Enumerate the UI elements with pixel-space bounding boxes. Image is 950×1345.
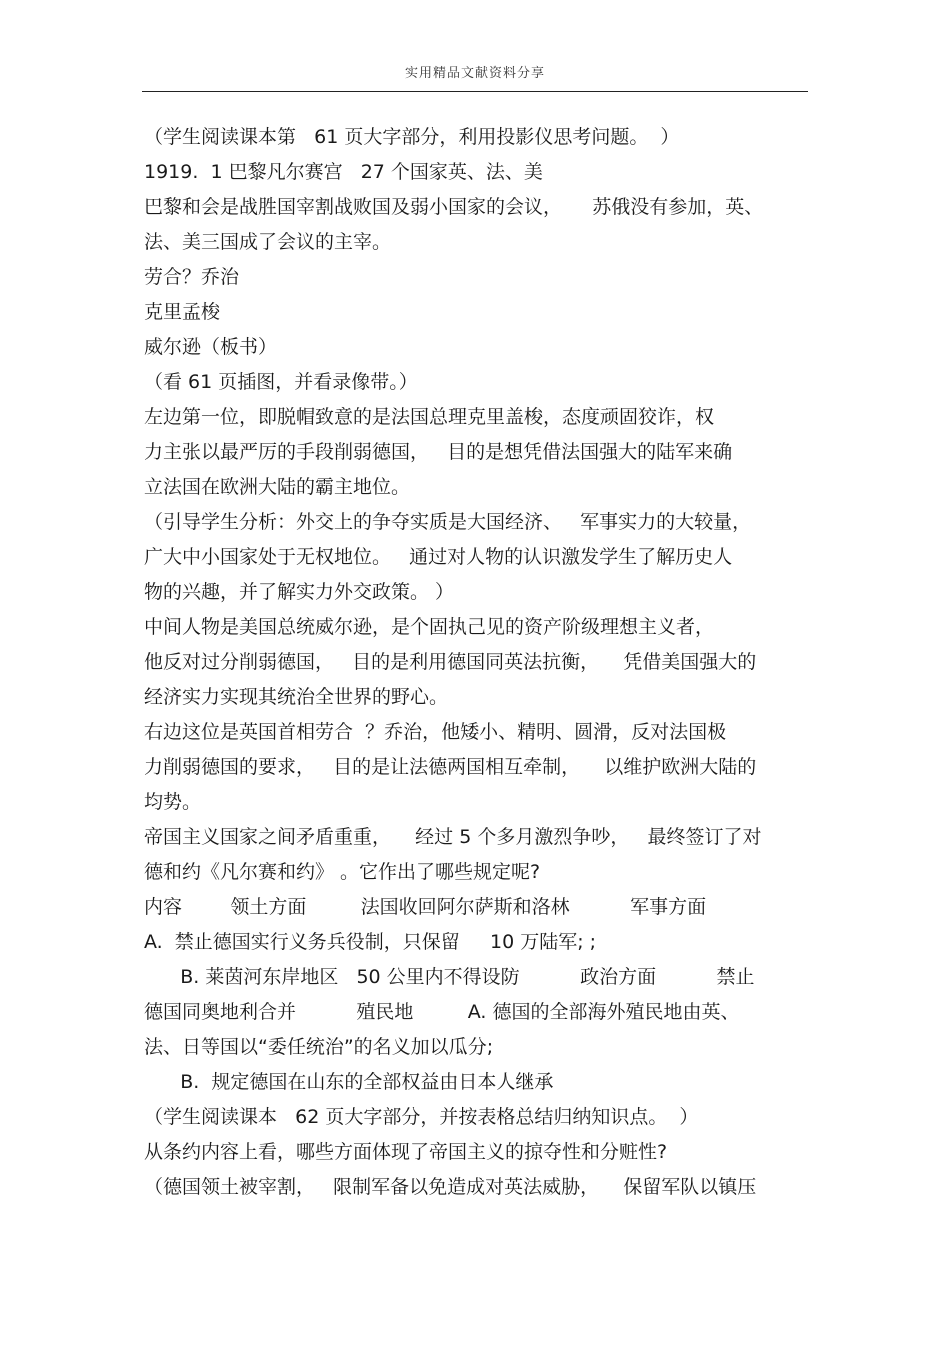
- text-line-26: 德国同奥地利合并 殖民地 A. 德国的全部海外殖民地由英、: [144, 1001, 740, 1023]
- text-line-12: （引导学生分析：外交上的争夺实质是大国经济、 军事实力的大较量，: [144, 511, 752, 533]
- text-line-6: 克里孟梭: [144, 301, 221, 323]
- text-line-23: 内容 领土方面 法国收回阿尔萨斯和洛林 军事方面: [144, 896, 707, 918]
- text-line-8: （看 61 页插图，并看录像带。）: [144, 371, 418, 393]
- document-body: [144, 120, 814, 1205]
- text-line-21: 帝国主义国家之间矛盾重重， 经过 5 个多月激烈争吵， 最终签订了对: [144, 826, 762, 848]
- text-line-19: 力削弱德国的要求， 目的是让法德两国相互牵制， 以维护欧洲大陆的: [144, 756, 757, 778]
- text-line-18: 右边这位是英国首相劳合 ？乔治，他矮小、精明、圆滑，反对法国极: [144, 721, 727, 743]
- text-line-22: 德和约《凡尔赛和约》 。它作出了哪些规定呢?: [144, 861, 541, 883]
- text-line-10: 力主张以最严厉的手段削弱德国， 目的是想凭借法国强大的陆军来确: [144, 441, 733, 463]
- text-line-16: 他反对过分削弱德国， 目的是利用德国同英法抗衡， 凭借美国强大的: [144, 651, 757, 673]
- header-divider: [142, 91, 808, 92]
- text-line-9: 左边第一位，即脱帽致意的是法国总理克里盖梭，态度顽固狡诈，权: [144, 406, 715, 428]
- text-line-7: 威尔逊（板书）: [144, 336, 278, 358]
- text-line-5: 劳合？乔治: [144, 266, 240, 288]
- text-line-3: 巴黎和会是战胜国宰割战败国及弱小国家的会议， 苏俄没有参加，英、: [144, 196, 764, 218]
- text-line-2: 1919. 1 巴黎凡尔赛宫 27 个国家英、法、美: [144, 161, 543, 183]
- text-line-31: （德国领土被宰割， 限制军备以免造成对英法威胁， 保留军队以镇压: [144, 1176, 757, 1198]
- text-line-24: A. 禁止德国实行义务兵役制，只保留 10 万陆军; ;: [144, 931, 597, 953]
- text-line-27: 法、日等国以“委任统治”的名义加以瓜分;: [144, 1036, 494, 1058]
- text-line-13: 广大中小国家处于无权地位。 通过对人物的认识激发学生了解历史人: [144, 546, 733, 568]
- text-line-25: B. 莱茵河东岸地区 50 公里内不得设防 政治方面 禁止: [144, 966, 755, 988]
- text-line-17: 经济实力实现其统治全世界的野心。: [144, 686, 449, 708]
- text-line-15: 中间人物是美国总统威尔逊，是个固执己见的资产阶级理想主义者，: [144, 616, 715, 638]
- text-line-28: B. 规定德国在山东的全部权益由日本人继承: [144, 1071, 554, 1093]
- text-line-11: 立法国在欧洲大陆的霸主地位。: [144, 476, 411, 498]
- text-line-29: （学生阅读课本 62 页大字部分，并按表格总结归纳知识点。 ）: [144, 1106, 699, 1128]
- text-line-1: （学生阅读课本第 61 页大字部分，利用投影仪思考问题。 ）: [144, 126, 680, 148]
- text-line-14: 物的兴趣，并了解实力外交政策。 ）: [144, 581, 455, 603]
- text-line-4: 法、美三国成了会议的主宰。: [144, 231, 392, 253]
- page-header-title: 实用精品文献资料分享: [404, 66, 545, 81]
- text-line-30: 从条约内容上看，哪些方面体现了帝国主义的掠夺性和分赃性?: [144, 1141, 668, 1163]
- text-line-20: 均势。: [144, 791, 202, 813]
